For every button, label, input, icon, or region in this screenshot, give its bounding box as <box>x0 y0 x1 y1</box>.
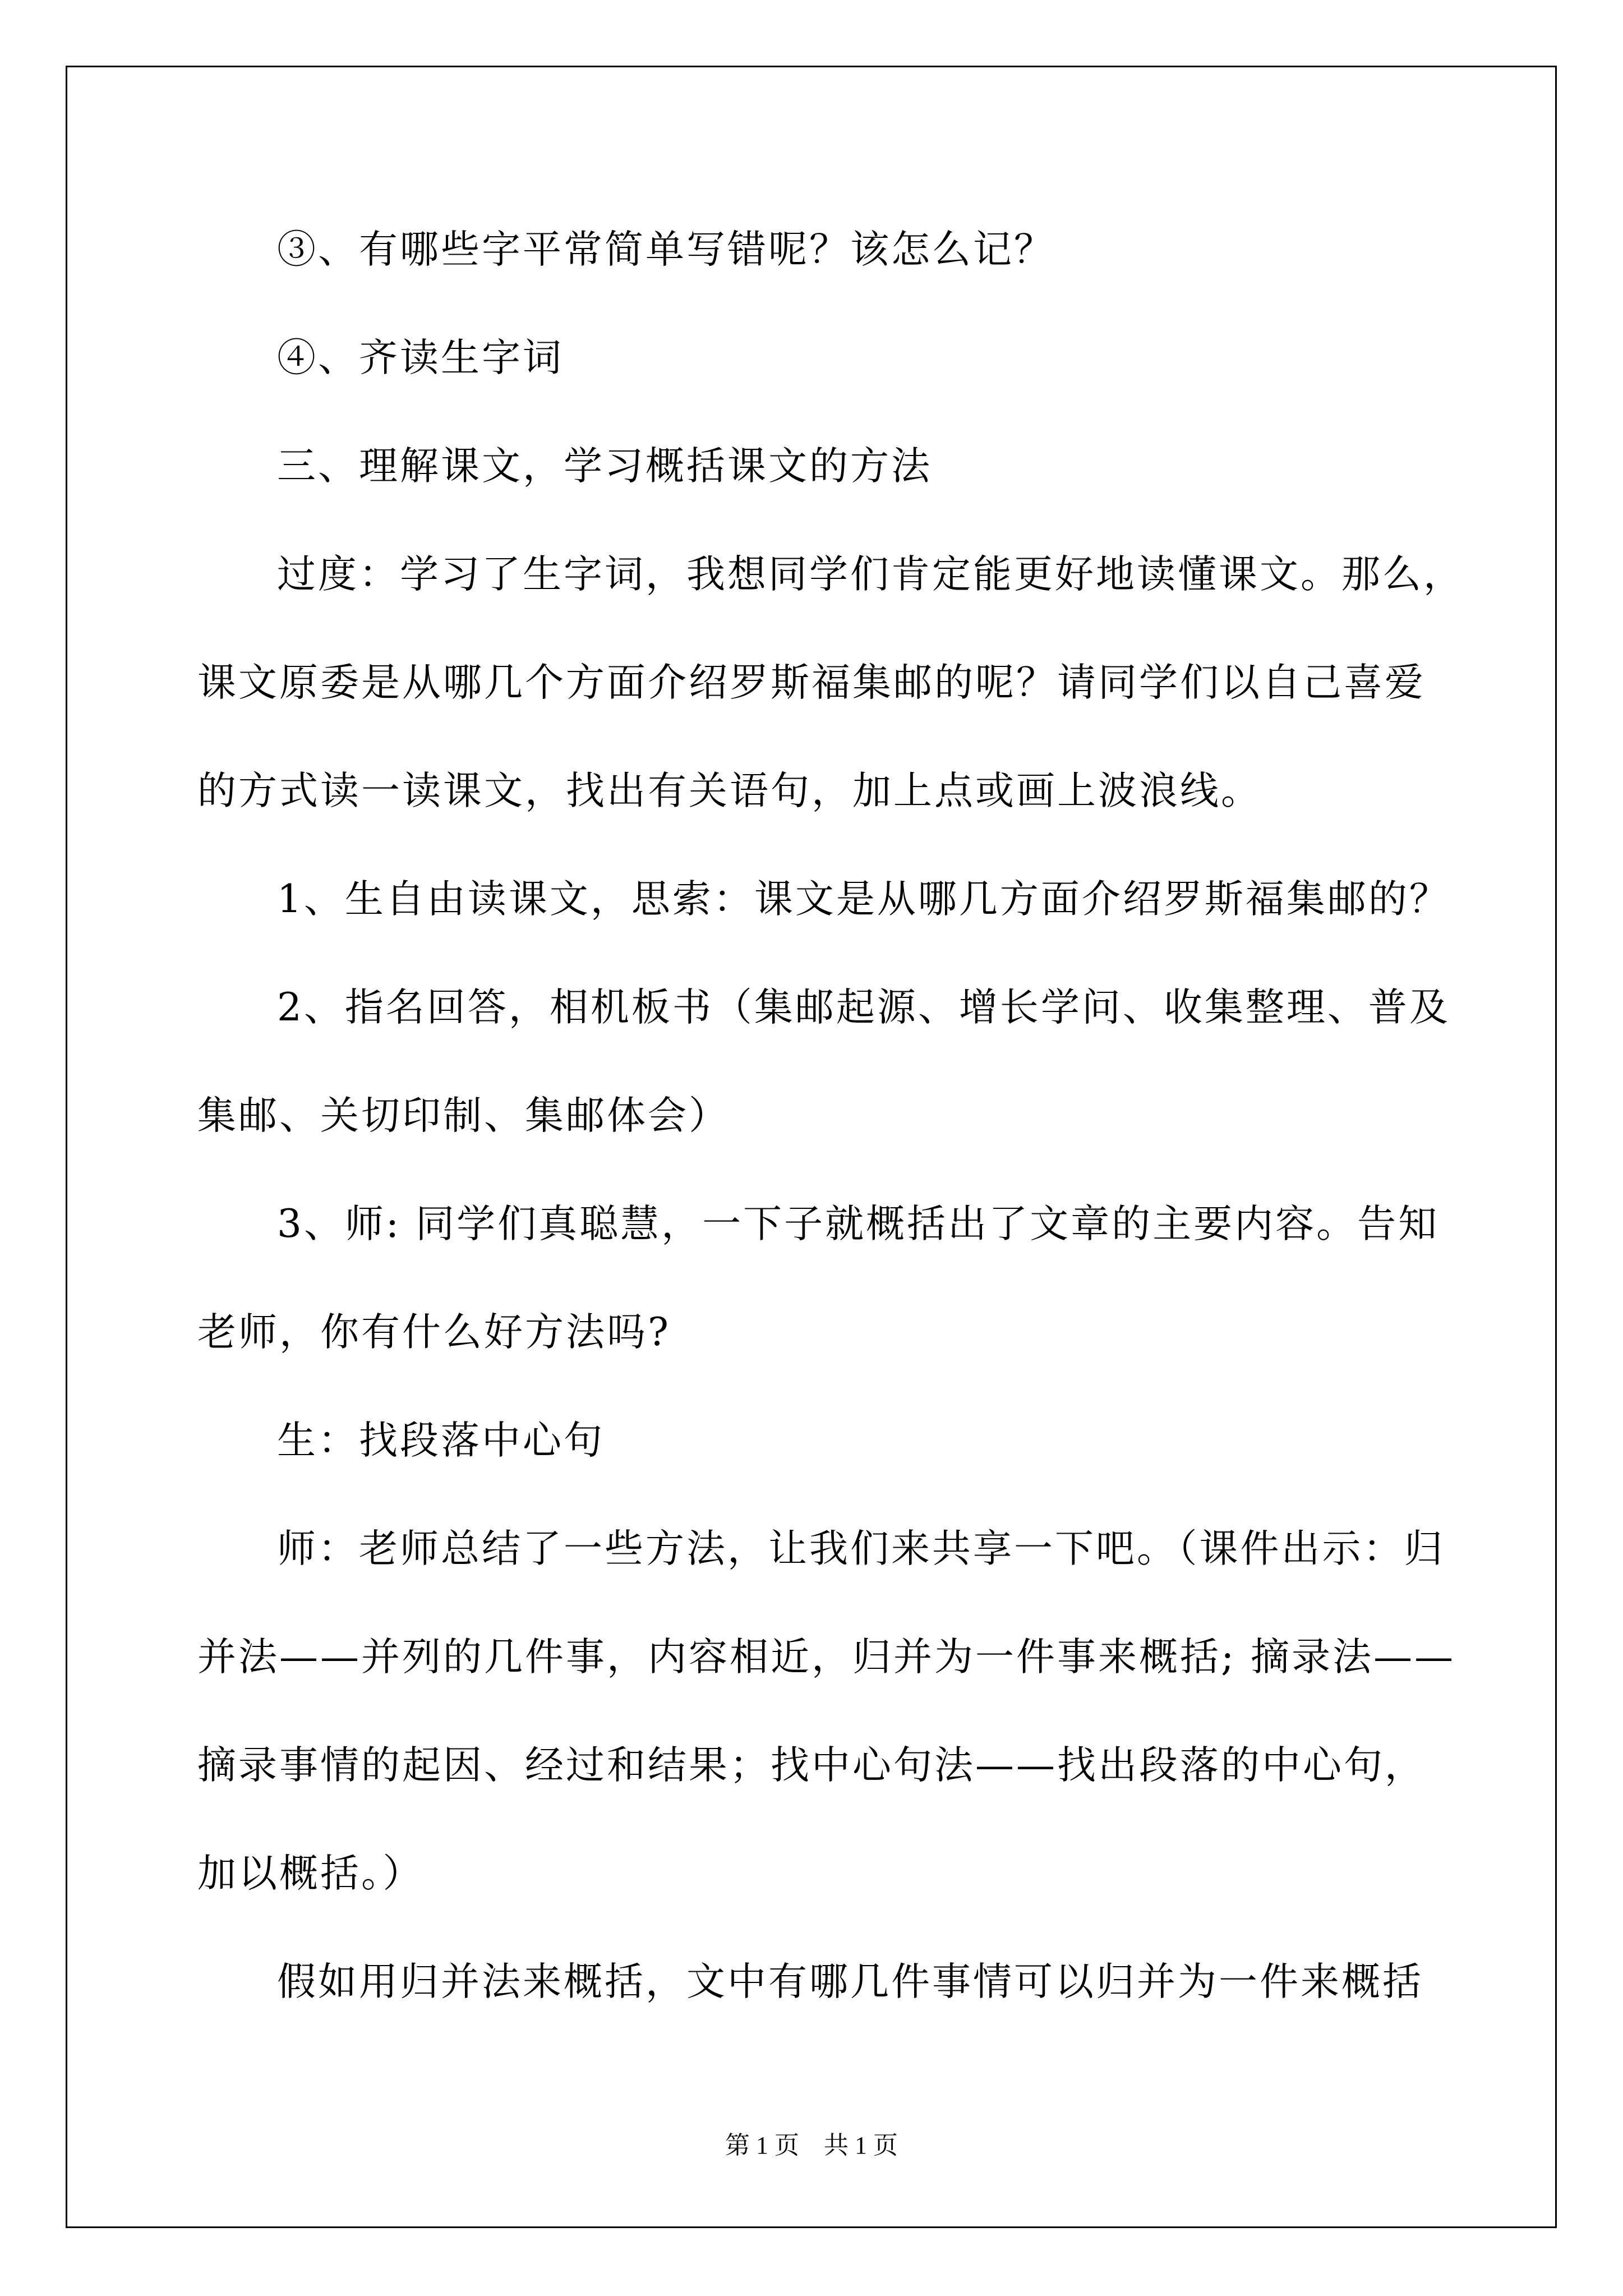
paragraph-line: 的方式读一读课文，找出有关语句，加上点或画上波浪线。 <box>197 769 1262 813</box>
paragraph-line: 集邮、关切印制、集邮体会） <box>197 1093 730 1138</box>
paragraph-line: 假如用归并法来概括，文中有哪几件事情可以归并为一件来概括 <box>277 1959 1423 2004</box>
paragraph-line: 并法——并列的几件事，内容相近，归并为一件事来概括; 摘录法—— <box>197 1635 1456 1680</box>
paragraph-line: 加以概括。） <box>197 1851 424 1896</box>
paragraph-line: 生：找段落中心句 <box>277 1418 605 1463</box>
paragraph-line: 师：老师总结了一些方法，让我们来共享一下吧。（课件出示：归 <box>277 1526 1445 1571</box>
paragraph-line: 3、师: 同学们真聪慧，一下子就概括出了文章的主要内容。告知 <box>277 1202 1440 1246</box>
paragraph-line: 2、指名回答，相机板书（集邮起源、增长学问、收集整理、普及 <box>277 985 1450 1030</box>
paragraph-line: 摘录事情的起因、经过和结果；找中心句法——找出段落的中心句， <box>197 1743 1426 1788</box>
paragraph-line: 课文原委是从哪几个方面介绍罗斯福集邮的呢？请同学们以自己喜爱 <box>197 660 1426 705</box>
paragraph-line: 1、生自由读课文，思索：课文是从哪几方面介绍罗斯福集邮的？ <box>277 877 1450 922</box>
section-heading: 三、理解课文，学习概括课文的方法 <box>277 444 932 489</box>
paragraph-line: 过度：学习了生字词，我想同学们肯定能更好地读懂课文。那么， <box>277 552 1464 597</box>
paragraph-line: ③、有哪些字平常简单写错呢？该怎么记？ <box>277 227 1055 272</box>
page-number: 第 1 页 共 1 页 <box>725 2132 898 2159</box>
page-border <box>66 66 1557 2228</box>
paragraph-line: ④、齐读生字词 <box>277 335 564 380</box>
paragraph-line: 老师，你有什么好方法吗? <box>197 1310 671 1355</box>
